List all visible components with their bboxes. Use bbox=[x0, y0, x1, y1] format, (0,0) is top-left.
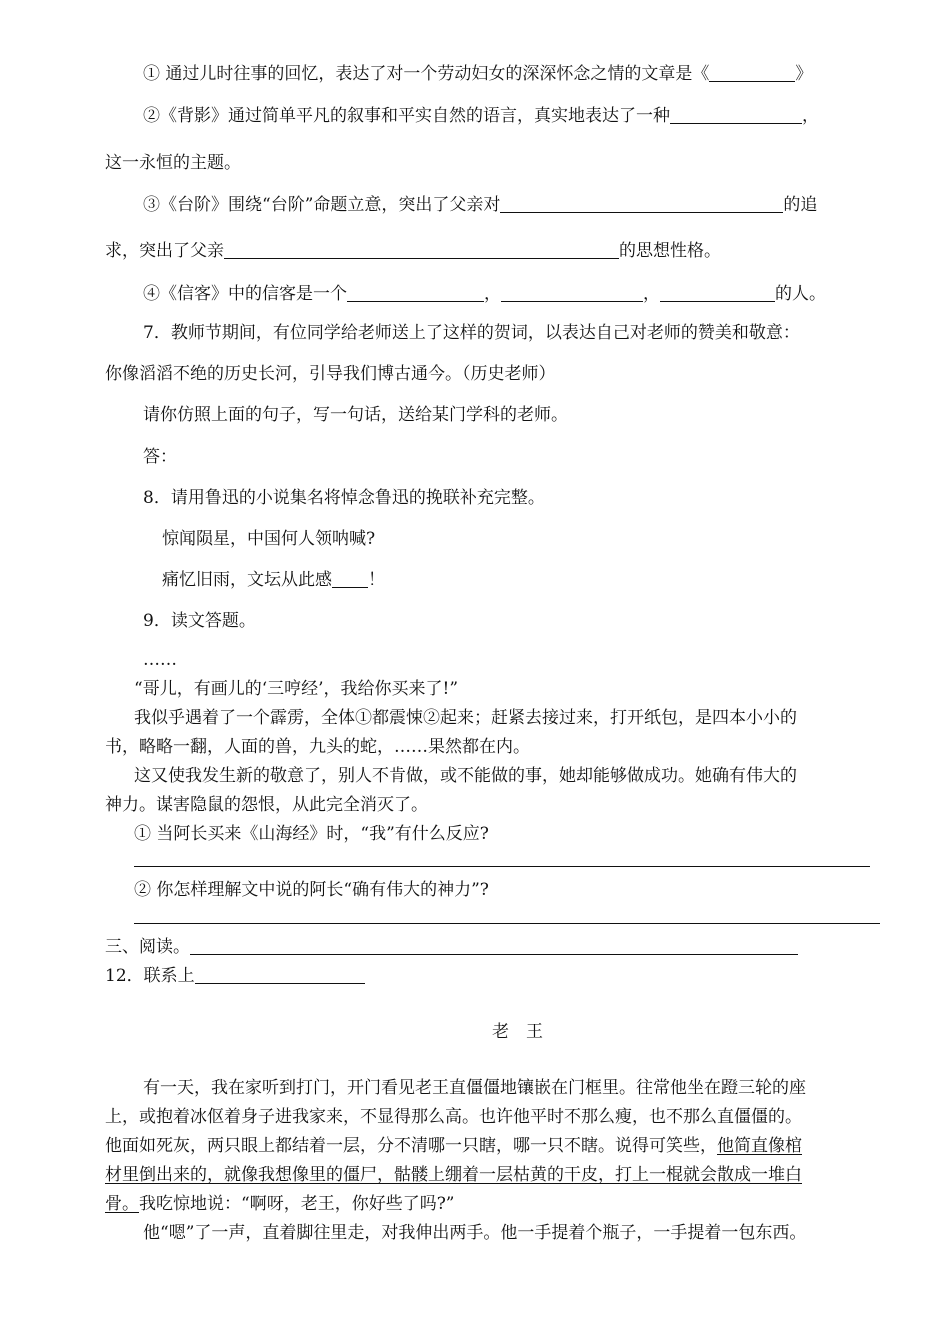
q7-example: 你像滔滔不绝的历史长河，引导我们博古通今。（历史老师） bbox=[105, 364, 556, 384]
q8-couplet-second-text: 痛忆旧雨，文坛从此感 bbox=[162, 570, 332, 590]
q9-question-2: ② 你怎样理解文中说的阿长“确有伟大的神力”? bbox=[134, 880, 489, 900]
answer-blank[interactable] bbox=[195, 966, 365, 984]
q6-item3-tail: 的追 bbox=[783, 195, 818, 215]
answer-line[interactable] bbox=[134, 923, 880, 924]
q9-question-1: ① 当阿长买来《山海经》时，“我”有什么反应? bbox=[134, 824, 489, 844]
q6-item3-continued bbox=[105, 241, 721, 262]
article-text: 他面如死灰，两只眼上都结着一层，分不清哪一只瞎，哪一只不瞎。说得可笑些， bbox=[105, 1136, 717, 1156]
answer-blank[interactable] bbox=[500, 195, 783, 213]
answer-blank[interactable] bbox=[660, 284, 775, 302]
q12-label: 12．联系上 bbox=[105, 966, 195, 986]
article-text: 我吃惊地说：“啊呀，老王，你好些了吗?” bbox=[139, 1194, 455, 1214]
q8-prompt: 8．请用鲁迅的小说集名将悼念鲁迅的挽联补充完整。 bbox=[143, 488, 545, 508]
q8-couplet-first: 惊闻陨星，中国何人领呐喊? bbox=[162, 529, 376, 549]
answer-blank[interactable] bbox=[501, 284, 643, 302]
answer-line[interactable] bbox=[134, 866, 870, 867]
q6-item3-cont-tail: 的思想性格。 bbox=[619, 241, 721, 261]
article-line: 上，或抱着冰伛着身子进我家来，不显得那么高。也许他平时不那么瘦，也不那么直僵僵的。 bbox=[105, 1107, 802, 1127]
q9-passage-line: 神力。谋害隐鼠的怨恨，从此完全消灭了。 bbox=[105, 795, 428, 815]
answer-blank[interactable] bbox=[347, 284, 484, 302]
q6-item4-text: ④《信客》中的信客是一个 bbox=[143, 284, 347, 304]
article-line bbox=[105, 1136, 802, 1157]
q6-item2 bbox=[143, 106, 819, 127]
exclamation: ！ bbox=[368, 570, 385, 590]
q6-item2-text: ②《背影》通过简单平凡的叙事和平实自然的语言，真实地表达了一种 bbox=[143, 106, 670, 126]
section3-heading bbox=[105, 937, 798, 958]
q9-prompt: 9．读文答题。 bbox=[143, 611, 256, 631]
article-line: 他“嗯”了一声，直着脚往里走，对我伸出两手。他一手提着个瓶子，一手提着一包东西。 bbox=[143, 1223, 807, 1243]
q6-item3-text: ③《台阶》围绕“台阶”命题立意，突出了父亲对 bbox=[143, 195, 501, 215]
q6-item2-continued: 这一永恒的主题。 bbox=[105, 153, 241, 173]
section3-label: 三、阅读。 bbox=[105, 937, 190, 957]
answer-blank[interactable] bbox=[709, 64, 795, 82]
q6-item1-close: 》 bbox=[795, 64, 813, 84]
article-line: 有一天，我在家听到打门，开门看见老王直僵僵地镶嵌在门框里。往常他坐在蹬三轮的座 bbox=[143, 1078, 806, 1098]
answer-blank[interactable] bbox=[670, 106, 802, 124]
q8-couplet-second bbox=[162, 570, 385, 591]
comma: ， bbox=[643, 284, 660, 304]
q9-passage-line: 这又使我发生新的敬意了，别人不肯做，或不能做的事，她却能够做成功。她确有伟大的 bbox=[134, 766, 797, 786]
article-line bbox=[105, 1194, 455, 1215]
q12-prompt bbox=[105, 966, 365, 987]
answer-blank[interactable] bbox=[224, 241, 619, 259]
q6-item4-tail: 的人。 bbox=[775, 284, 826, 304]
q7-answer-label: 答： bbox=[143, 447, 177, 467]
q6-item1 bbox=[143, 64, 812, 85]
article-title: 老 王 bbox=[492, 1022, 543, 1042]
q9-passage-line: 书，略略一翻，人面的兽，九头的蛇，……果然都在内。 bbox=[105, 737, 530, 757]
q6-item1-text: ① 通过儿时往事的回忆，表达了对一个劳动妇女的深深怀念之情的文章是《 bbox=[143, 64, 710, 84]
underlined-text: 材里倒出来的，就像我想像里的僵尸，骷髅上绷着一层枯黄的干皮，打上一棍就会散成一堆白 bbox=[105, 1165, 802, 1185]
answer-blank[interactable] bbox=[190, 937, 798, 955]
q9-passage-line: “哥儿，有画儿的‘三哼经’，我给你买来了!” bbox=[134, 679, 459, 699]
q9-ellipsis: …… bbox=[143, 650, 177, 670]
q7-instruction: 请你仿照上面的句子，写一句话，送给某门学科的老师。 bbox=[143, 405, 568, 425]
q6-item4 bbox=[143, 284, 826, 305]
answer-blank[interactable] bbox=[332, 570, 368, 588]
q9-passage-line: 我似乎遇着了一个霹雳，全体①都震悚②起来；赶紧去接过来，打开纸包，是四本小小的 bbox=[134, 708, 797, 728]
underlined-text: 他简直像棺 bbox=[717, 1136, 802, 1156]
article-line bbox=[105, 1165, 802, 1186]
comma: ， bbox=[484, 284, 501, 304]
underlined-text: 骨。 bbox=[105, 1194, 139, 1214]
q6-item3-cont-text: 求，突出了父亲 bbox=[105, 241, 224, 261]
q6-item3 bbox=[143, 195, 817, 216]
q7-prompt: 7．教师节期间，有位同学给老师送上了这样的贺词，以表达自己对老师的赞美和敬意： bbox=[143, 323, 800, 343]
q6-item2-comma: ， bbox=[802, 106, 819, 126]
